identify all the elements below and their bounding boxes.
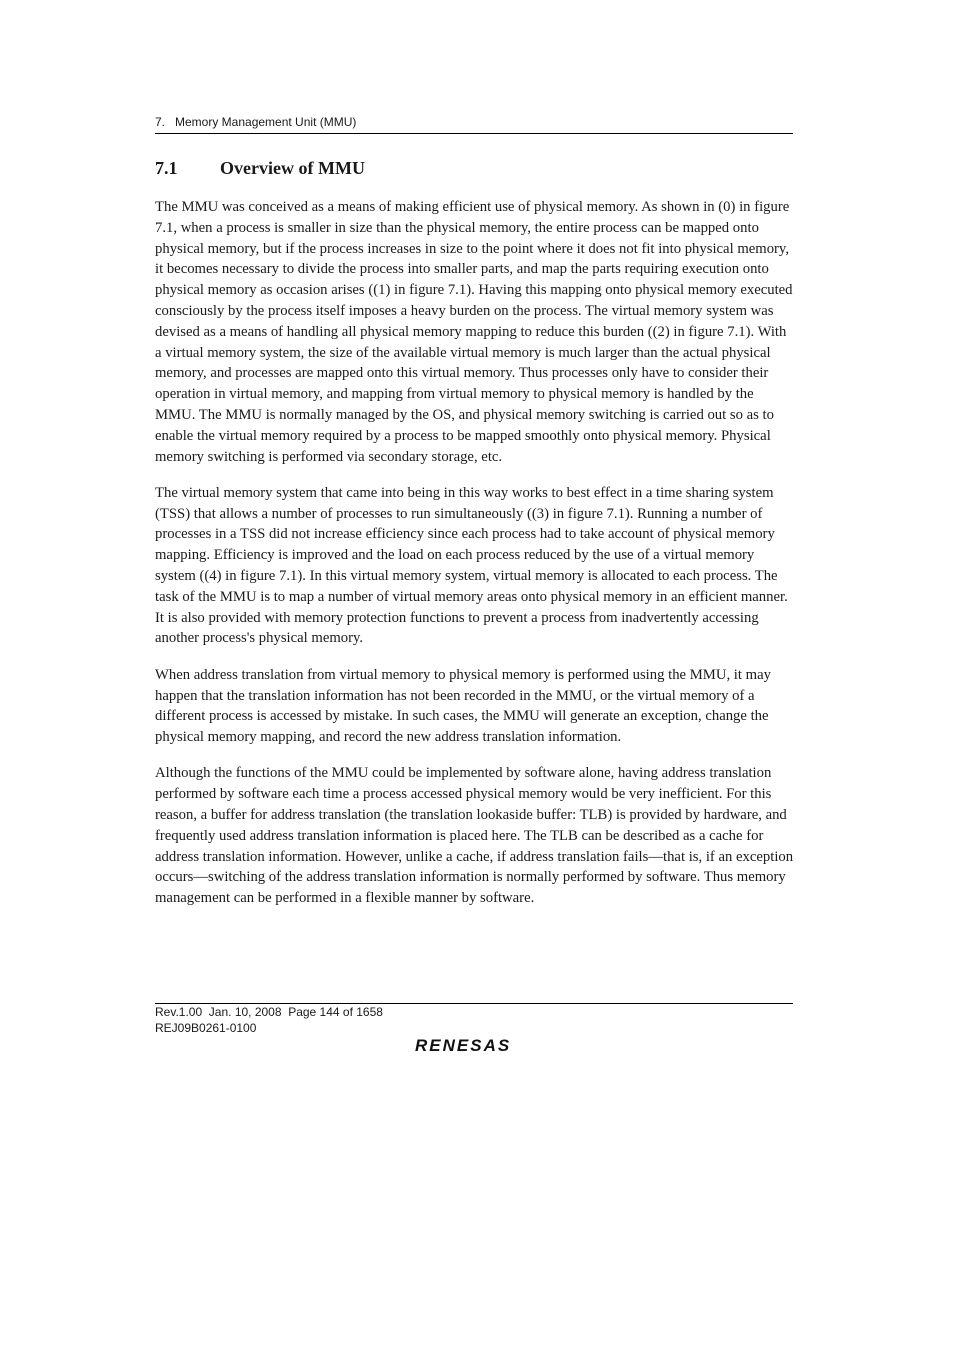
section-number: 7.1 [155, 158, 178, 178]
logo-text: RENESAS [415, 1036, 512, 1055]
revision-line: Rev.1.00 Jan. 10, 2008 Page 144 of 1658 [155, 1005, 383, 1019]
section-heading [155, 157, 793, 179]
paragraph-4: Although the functions of the MMU could be implemented by software alone, having address translation performed by software each time a process accessed physical memory would be very inefficient. For this reason, a buffer for address translation (the translation lookaside buffer: TLB) is provided by hardware, and frequently used address translation information is placed here. The TLB can be described as a cache for address translation information. However, unlike a cache, if address translation fails—that is, if an exception occurs—switching of the address translation information is normally performed by software. Thus memory management can be performed in a flexible manner by software. [155, 765, 794, 907]
footer-divider [155, 1003, 793, 1004]
section-title: Overview of MMU [220, 158, 365, 178]
paragraph-1: The MMU was conceived as a means of making efficient use of physical memory. As shown in (0) in figure 7.1, when a process is smaller in size than the physical memory, the entire process can be mapped onto physical memory, but if the process increases in size to the point where it does not fit into physical memory, it becomes necessary to divide the process into smaller parts, and map the parts requiring execution onto physical memory as occasion arises ((1) in figure 7.1). Having this mapping onto physical memory executed consciously by the process itself imposes a heavy burden on the process. The virtual memory system was devised as a means of handling all physical memory mapping to reduce this burden ((2) in figure 7.1). With a virtual memory system, the size of the available virtual memory is much larger than the actual physical memory, and processes are mapped onto this virtual memory. Thus processes only have to consider their operation in virtual memory, and mapping from virtual memory to physical memory is handled by the MMU. The MMU is normally managed by the OS, and physical memory switching is carried out so as to enable the virtual memory required by a process to be mapped smoothly onto physical memory. Physical memory switching is performed via secondary storage, etc. [155, 199, 793, 465]
document-number: REJ09B0261-0100 [155, 1020, 257, 1035]
running-header: 7. Memory Management Unit (MMU) [155, 115, 357, 129]
renesas-logo [413, 1034, 533, 1056]
body-text [155, 197, 795, 925]
paragraph-3: When address translation from virtual memory to physical memory is performed using the MMU, it may happen that the translation information has not been recorded in the MMU, or the virtual memory of a different process is accessed by mistake. In such cases, the MMU will generate an exception, change the physical memory mapping, and record the new address translation information. [155, 666, 771, 746]
page-footer [155, 1005, 383, 1036]
paragraph-2: The virtual memory system that came into being in this way works to best effect in a time sharing system (TSS) that allows a number of processes to run simultaneously ((3) in figure 7.1). Running a number of processes in a TSS did not increase efficiency since each process had to take account of physical memory mapping. Efficiency is improved and the load on each process reduced by the use of a virtual memory system ((4) in figure 7.1). In this virtual memory system, virtual memory is allocated to each process. The task of the MMU is to map a number of virtual memory areas onto physical memory in an efficient manner. It is also provided with memory protection functions to prevent a process from inadvertently accessing another process's physical memory. [155, 484, 788, 647]
header-divider [155, 133, 793, 134]
